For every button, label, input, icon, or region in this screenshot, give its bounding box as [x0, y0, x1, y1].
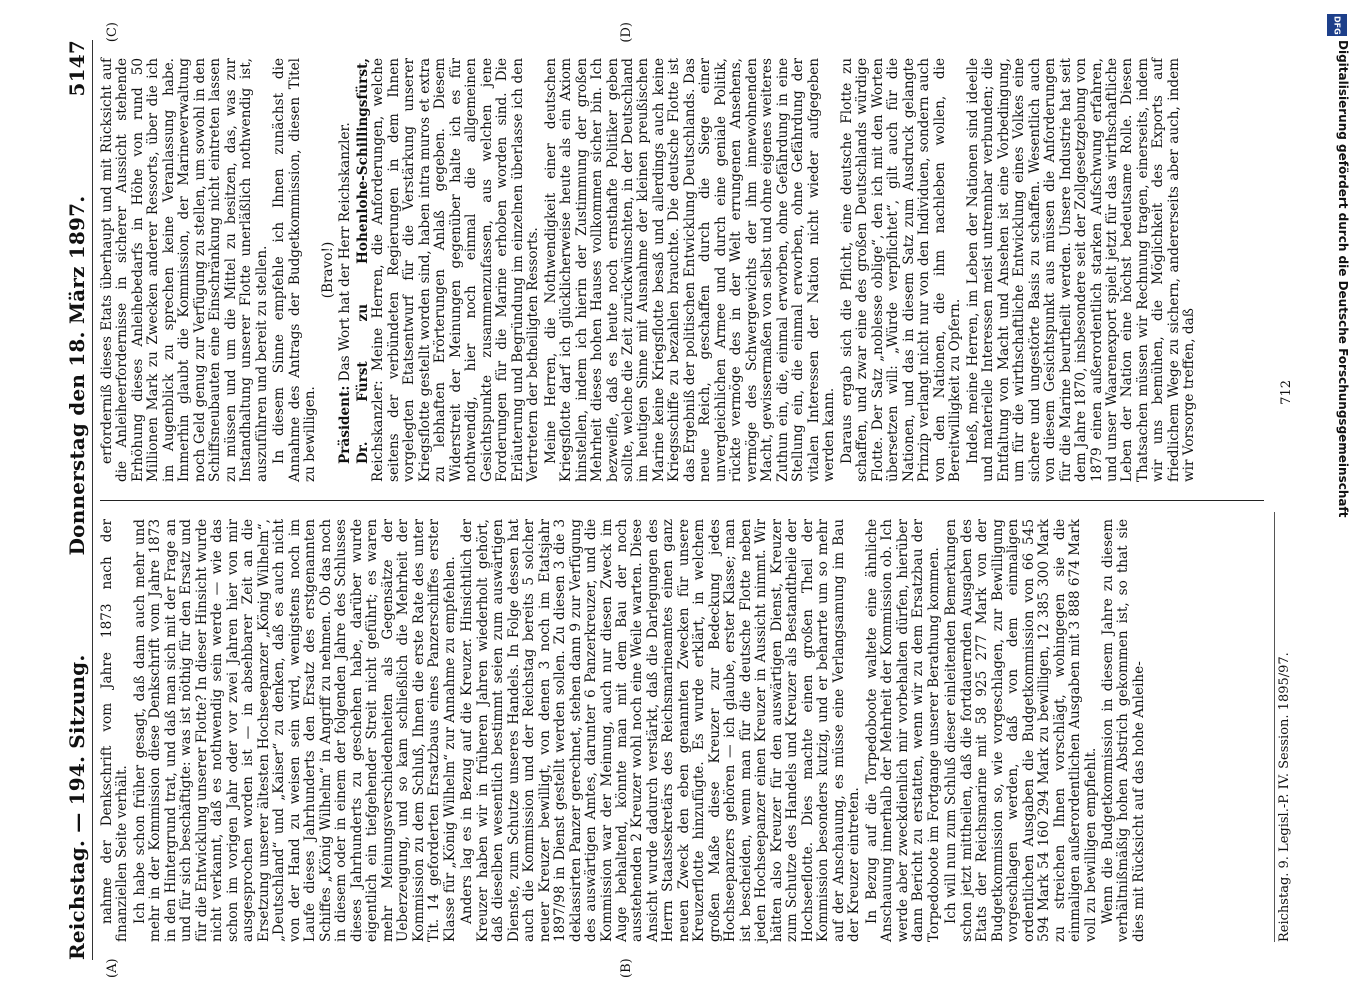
header-page-number: 5147: [65, 40, 89, 97]
applause-note: (Bravo!): [319, 241, 336, 299]
margin-marker-d: (D): [619, 22, 634, 43]
left-column: [99, 500, 1264, 978]
margin-marker-a: (A): [105, 958, 120, 978]
paragraph: Wenn die Budgetkommission in diesem Jahre zu diesem verhältnißmäßig hohen Abstrich gekommen ist, so that sie dies mit Rücksicht auf das hohe Anleihe-: [1100, 519, 1147, 942]
paragraph: [338, 58, 353, 482]
header-date: Donnerstag den 18. März 1897.: [65, 195, 89, 556]
speaker-text: Reichskanzler: Meine Herren, die Anforderungen, welche seitens der verbündeten Regierungen in dem Ihnen vorgelegten Etatsentwurf für die Verstärkung unserer Kriegsflotte gestellt worden sind, haben intra muros et extra zu lebhaften Erörterungen Anlaß gegeben. Diesem Widerstreit der Meinungen gegenüber halte ich es für nothwendig, hier noch einmal die allgemeinen Gesichtspunkte zusammenzufassen, aus welchen jene Forderungen für die Marine erhoben worden sind. Die Erläuterung und Begründung im einzelnen überlasse ich den Vertretern der betheiligten Ressorts.: [370, 58, 542, 482]
footer-page-number: 712: [1279, 380, 1294, 405]
page-header: [62, 40, 93, 960]
paragraph: nahme der Denkschrift vom Jahre 1873 nach der finanziellen Seite verhält.: [99, 519, 131, 942]
margin-marker-c: (C): [105, 22, 120, 43]
credit-text: Digitalisierung gefördert durch die Deutsche Forschungsgemeinschaft: [1336, 40, 1350, 518]
text-columns: [99, 22, 1264, 978]
right-column: [99, 22, 1264, 500]
paragraph: erforderniß dieses Etats überhaupt und mit Rücksicht auf die Anleiheerfordernisse in sicherer Aussicht stehende Erhöhung dieses Anleihebedarfs in Höhe von rund 50 Millionen Mark zu Zwecken anderer Ressorts, über die ich im Augenblick zu sprechen keine Veranlassung habe. Immerhin glaubt die Kommission, der Marineverwaltung noch Geld genug zur Verfügung zu stellen, um sowohl in den Schiffsneubauten eine Einschränkung nicht eintreten lassen zu müssen und um die Mittel zu besitzen, das, was zur Instandhaltung unserer Flotte unerläßlich nothwendig ist, auszuführen und bereit zu stellen.: [99, 58, 270, 482]
paragraph: Ich will nun zum Schluß dieser einleitenden Bemerkungen schon jetzt mittheilen, daß die fortdauernden Ausgaben des Etats der Reichsmarine mit 58 925 277 Mark von der Budgetkommission so, wie vorgeschlagen, zur Bewilligung vorgeschlagen werden, daß von dem einmaligen ordentlichen Ausgaben die Budgetkommission von 66 545 594 Mark 54 160 294 Mark zu bewilligen, 12 385 300 Mark zu streichen Ihnen vorschlägt, wohingegen sie die einmaligen außerordentlichen Ausgaben mit 3 888 674 Mark voll zu bewilligen empfiehlt.: [943, 519, 1099, 942]
dfg-logo: DFG: [1327, 14, 1347, 36]
paragraph: [356, 58, 542, 482]
speaker-label: Präsident:: [337, 385, 354, 464]
speaker-label: Dr. Fürst zu Hohenlohe-Schillingsfürst,: [354, 58, 371, 464]
footnote: Reichstag. 9. Legisl.-P. IV. Session. 1895/97.: [1274, 512, 1292, 942]
paragraph: Meine Herren, die Nothwendigkeit einer deutschen Kriegsflotte darf ich glücklicherweise heute als ein Axiom hinstellen, indem ich hierin der Zustimmung der großen Mehrheit dieses hohen Hauses vollkommen sicher bin. Ich bezweifle, daß es heute noch ernsthafte Politiker geben sollte, welche die Zeit zurückwünschten, in der Deutschland im heutigen Sinne mit Ausnahme der kleinen preußischen Marine keine Kriegsflotte besaß und allerdings auch keine Kriegsschiffe zu bezahlen brauchte. Die deutsche Flotte ist das Ergebniß der politischen Entwicklung Deutschlands. Das neue Reich, geschaffen durch die Siege einer unvergleichlichen Armee und durch eine geniale Politik, rückte vermöge des in der Welt errungenen Ansehens, vermöge des Schwergewichts der ihm innewohnenden Macht, gewissermaßen von selbst und ohne eigenes weiteres Zuthun ein, die, einmal erworben, ohne Gefährdung in eine Stellung ein, die einmal erworben, ohne Gefährdung der vitalen Interessen der Nation nicht wieder aufgegeben werden kann.: [542, 58, 838, 482]
paragraph: In diesem Sinne empfehle ich Ihnen zunächst die Annahme des Antrags der Budgetkommission, diesen Titel zu bewilligen.: [271, 58, 319, 482]
speaker-text: Das Wort hat der Herr Reichskanzler.: [337, 122, 354, 382]
paragraph: Ich habe schon früher gesagt, daß dann auch mehr und mehr in der Kommission diese Denkschrift vom Jahre 1873 in den Hintergrund trat, und daß man sich mit der Frage an und für sich beschäftigte: was ist nöthig für den Ersatz und für die Entwicklung unserer Flotte? In dieser Hinsicht wurde nicht verkannt, daß es nothwendig sein werde — wie das schon im vorigen Jahr oder vor zwei Jahren hier von mir ausgesprochen worden ist — in absehbarer Zeit an die Ersetzung unserer ältesten Hochseepanzer „König Wilhelm“, „Deutschland“ und „Kaiser“ zu denken, daß es auch nicht von der Hand zu weisen sein wird, wenigstens noch im Laufe dieses Jahrhunderts den Ersatz des erstgenannten Schiffes „König Wilhelm“ in Angriff zu nehmen. Ob das noch in diesem oder in einem der folgenden Jahre des Schlusses dieses Jahrhunderts zu geschehen habe, darüber wurde eigentlich ein tiefgehender Streit nicht geführt; es waren mehr Meinungsverschiedenheiten als Gegensätze der Ueberzeugung, und so kam schließlich die Mehrheit der Kommission zu dem Schluß, Ihnen die erste Rate des unter Tit. 14 geforderten Ersatzbaus eines Panzerschiffes erster Klasse für „König Wilhelm“ zur Annahme zu empfehlen.: [131, 519, 458, 942]
header-left: Reichstag. — 194. Sitzung.: [65, 654, 89, 960]
paragraph: In Bezug auf die Torpedoboote waltete eine ähnliche Anschauung innerhalb der Mehrheit der Kommission ob. Ich werde aber zweckdienlich mir vorbehalten dürfen, hierüber dann Bericht zu erstatten, wenn wir zu dem Ersatzbau der Torpedoboote im Fortgange unserer Berathung kommen.: [863, 519, 942, 942]
margin-marker-b: (B): [619, 958, 634, 978]
paragraph: Anders lag es in Bezug auf die Kreuzer. Hinsichtlich der Kreuzer haben wir in früheren Jahren wiederholt gehört, daß dieselben wesentlich bestimmt seien zum auswärtigen Dienste, zum Schutze unseres Handels. In Folge dessen hat auch die Kommission und der Reichstag bereits 5 solcher neuer Kreuzer bewilligt, von denen 3 noch im Etatsjahr 1897/98 in Dienst gestellt werden sollen. Zu diesen 3 die 3 deklassirten Panzer gerechnet, stehen dann 9 zur Verfügung des auswärtigen Amtes, darunter 6 Panzerkreuzer, und die Kommission war der Meinung, auch nur diesen Zweck im Auge behaltend, könnte man mit dem Bau der noch ausstehenden 2 Kreuzer wohl noch eine Weile warten. Diese Ansicht wurde dadurch verstärkt, daß die Darlegungen des Herrn Staatssekretärs des Reichsmarineamtes einen ganz neuen Zweck den eben genannten Zwecken für unsere Kreuzerflotte hinzufügte. Es wurde erklärt, in welchem großen Maße diese Kreuzer zur Bedeckung jedes Hochseepanzers gehören — ich glaube, erster Klasse; man ist bescheiden, wenn man für die deutsche Flotte neben jeden Hochseepanzer einen Kreuzer in Aussicht nimmt. Wir hätten also Kreuzer für den auswärtigen Dienst, Kreuzer zum Schutze des Handels und Kreuzer als Bestandtheile der Hochseeflotte. Dies machte einen großen Theil der Kommission besonders kutzig, und er beharrte um so mehr auf der Anschauung, es müsse eine Verlangsamung im Bau der Kreuzer eintreten.: [459, 519, 863, 942]
paragraph: Indeß, meine Herren, im Leben der Nationen sind ideelle und materielle Interessen meist untrennbar verbunden; die Entfaltung von Macht und Ansehen ist eine Vorbedingung, um für die wirthschaftliche Entwicklung eines Volkes eine sichere und ungestörte Basis zu schaffen. Wesentlich auch von diesem Gesichtspunkt aus müssen die Anforderungen für die Marine beurtheilt werden. Unsere Industrie hat seit dem Jahre 1870, insbesondere seit der Zollgesetzgebung von 1879 einen außerordentlich starken Aufschwung erfahren, und unser Waarenexport spielt jetzt für das wirthschaftliche Leben der Nation eine höchst bedeutsame Rolle. Diesen Thatsachen müssen wir Rechnung tragen, einerseits, indem wir uns bemühen, die Möglichkeit des Exports auf friedlichem Wege zu sichern, andererseits aber auch, indem wir Vorsorge treffen, daß: [964, 58, 1198, 482]
digitization-credit: [1326, 8, 1350, 988]
paragraph: Daraus ergab sich die Pflicht, eine deutsche Flotte zu schaffen, und zwar eine des großen Deutschlands würdige Flotte. Der Satz „noblesse oblige“, den ich mit den Worten übersetzen will: „Würde verpflichtet“, gilt auch für die Nationen, und das in diesem Satz zum Ausdruck gelangte Prinzip verlangt nicht nur von den Individuen, sondern auch von den Nationen, die ihm nachleben wollen, die Bereitwilligkeit zu Opfern.: [838, 58, 964, 482]
